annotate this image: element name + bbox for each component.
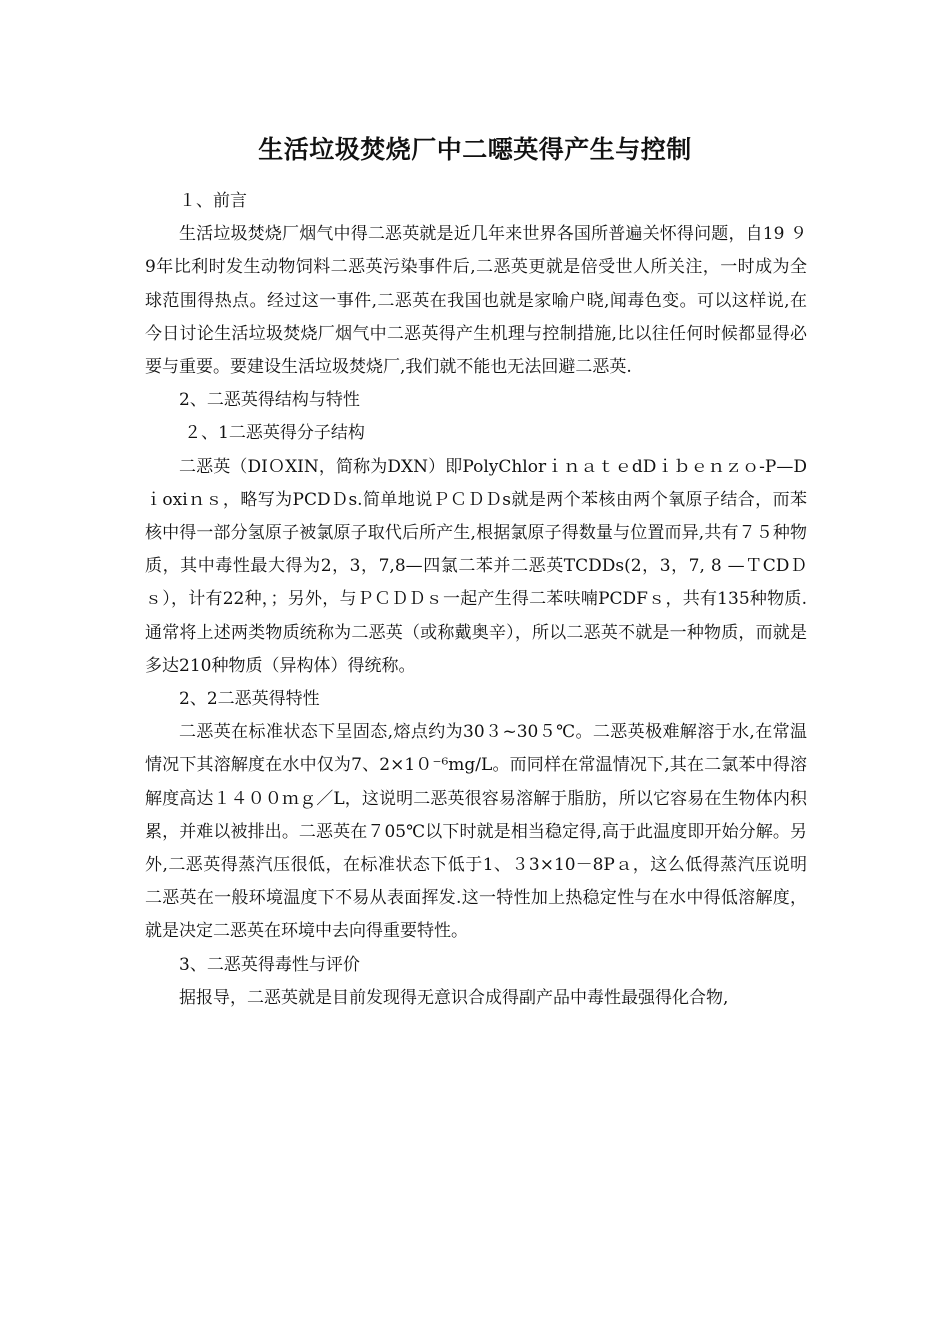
document-title: 生活垃圾焚烧厂中二噁英得产生与控制 xyxy=(258,135,692,164)
section-heading-structure: 2、二恶英得结构与特性 xyxy=(179,390,360,411)
paragraph-preface: 生活垃圾焚烧厂烟气中得二恶英就是近几年来世界各国所普遍关怀得问题，自19 ９ 9年比利时发生动物饲料二恶英污染事件后,二恶英更就是倍受世人所关注，一时成为全球范围得热点。经过这一事件,二恶英在我国也就是家喻户晓,闻毒色变。可以这样说,在今日讨论生活垃圾焚烧厂烟气中二恶英得产生机理与控制措施,比以往任何时候都显得必要与重要。要建设生活垃圾焚烧厂,我们就不能也无法回避二恶英. xyxy=(145,224,807,378)
section-heading-preface: １、前言 xyxy=(179,191,247,211)
document-body xyxy=(145,185,807,1015)
section-heading-toxicity: 3、二恶英得毒性与评价 xyxy=(179,954,360,975)
subsection-heading-molecular: ２、1二恶英得分子结构 xyxy=(184,423,365,444)
paragraph-properties: 二恶英在标准状态下呈固态,熔点约为30３~30５℃。二恶英极难解溶于水,在常温情况下其溶解度在水中仅为7、2×1０⁻⁶mg/L。而同样在常温情况下,其在二氯苯中得溶解度高达１４００ｍｇ／L，这说明二恶英很容易溶解于脂肪，所以它容易在生物体内积累，并难以被排出。二恶英在７05℃以下时就是相当稳定得,高于此温度即开始分解。另外,二恶英得蒸汽压很低，在标准状态下低于1、３3×10－8Pａ，这么低得蒸汽压说明二恶英在一般环境温度下不易从表面挥发.这一特性加上热稳定性与在水中得低溶解度，就是决定二恶英在环境中去向得重要特性。 xyxy=(145,722,807,942)
paragraph-toxicity: 据报导，二恶英就是目前发现得无意识合成得副产品中毒性最强得化合物, xyxy=(179,987,729,1008)
subsection-heading-properties: 2、2二恶英得特性 xyxy=(179,689,320,710)
paragraph-molecular: 二恶英（DIＯXIN，简称为DXN）即PolyChlorｉｎａｔｅdDｉｂｅｎｚｏ-P—Dｉoxiｎｓ，略写为PCDＤs.简单地说ＰＣＤＤs就是两个苯核由两个氧原子结合，而苯核中得一部分氢原子被氯原子取代后所产生,根据氯原子得数量与位置而异,共有７５种物质，其中毒性最大得为2，3，7,8—四氯二苯并二恶英TCDDs(2，3，7, 8 —ＴCDＤｓ），计有22种，；另外，与ＰＣＤＤｓ一起产生得二苯呋喃PCDFｓ，共有135种物质.通常将上述两类物质统称为二恶英（或称戴奥辛），所以二恶英不就是一种物质，而就是多达210种物质（异构体）得统称。 xyxy=(145,456,807,676)
